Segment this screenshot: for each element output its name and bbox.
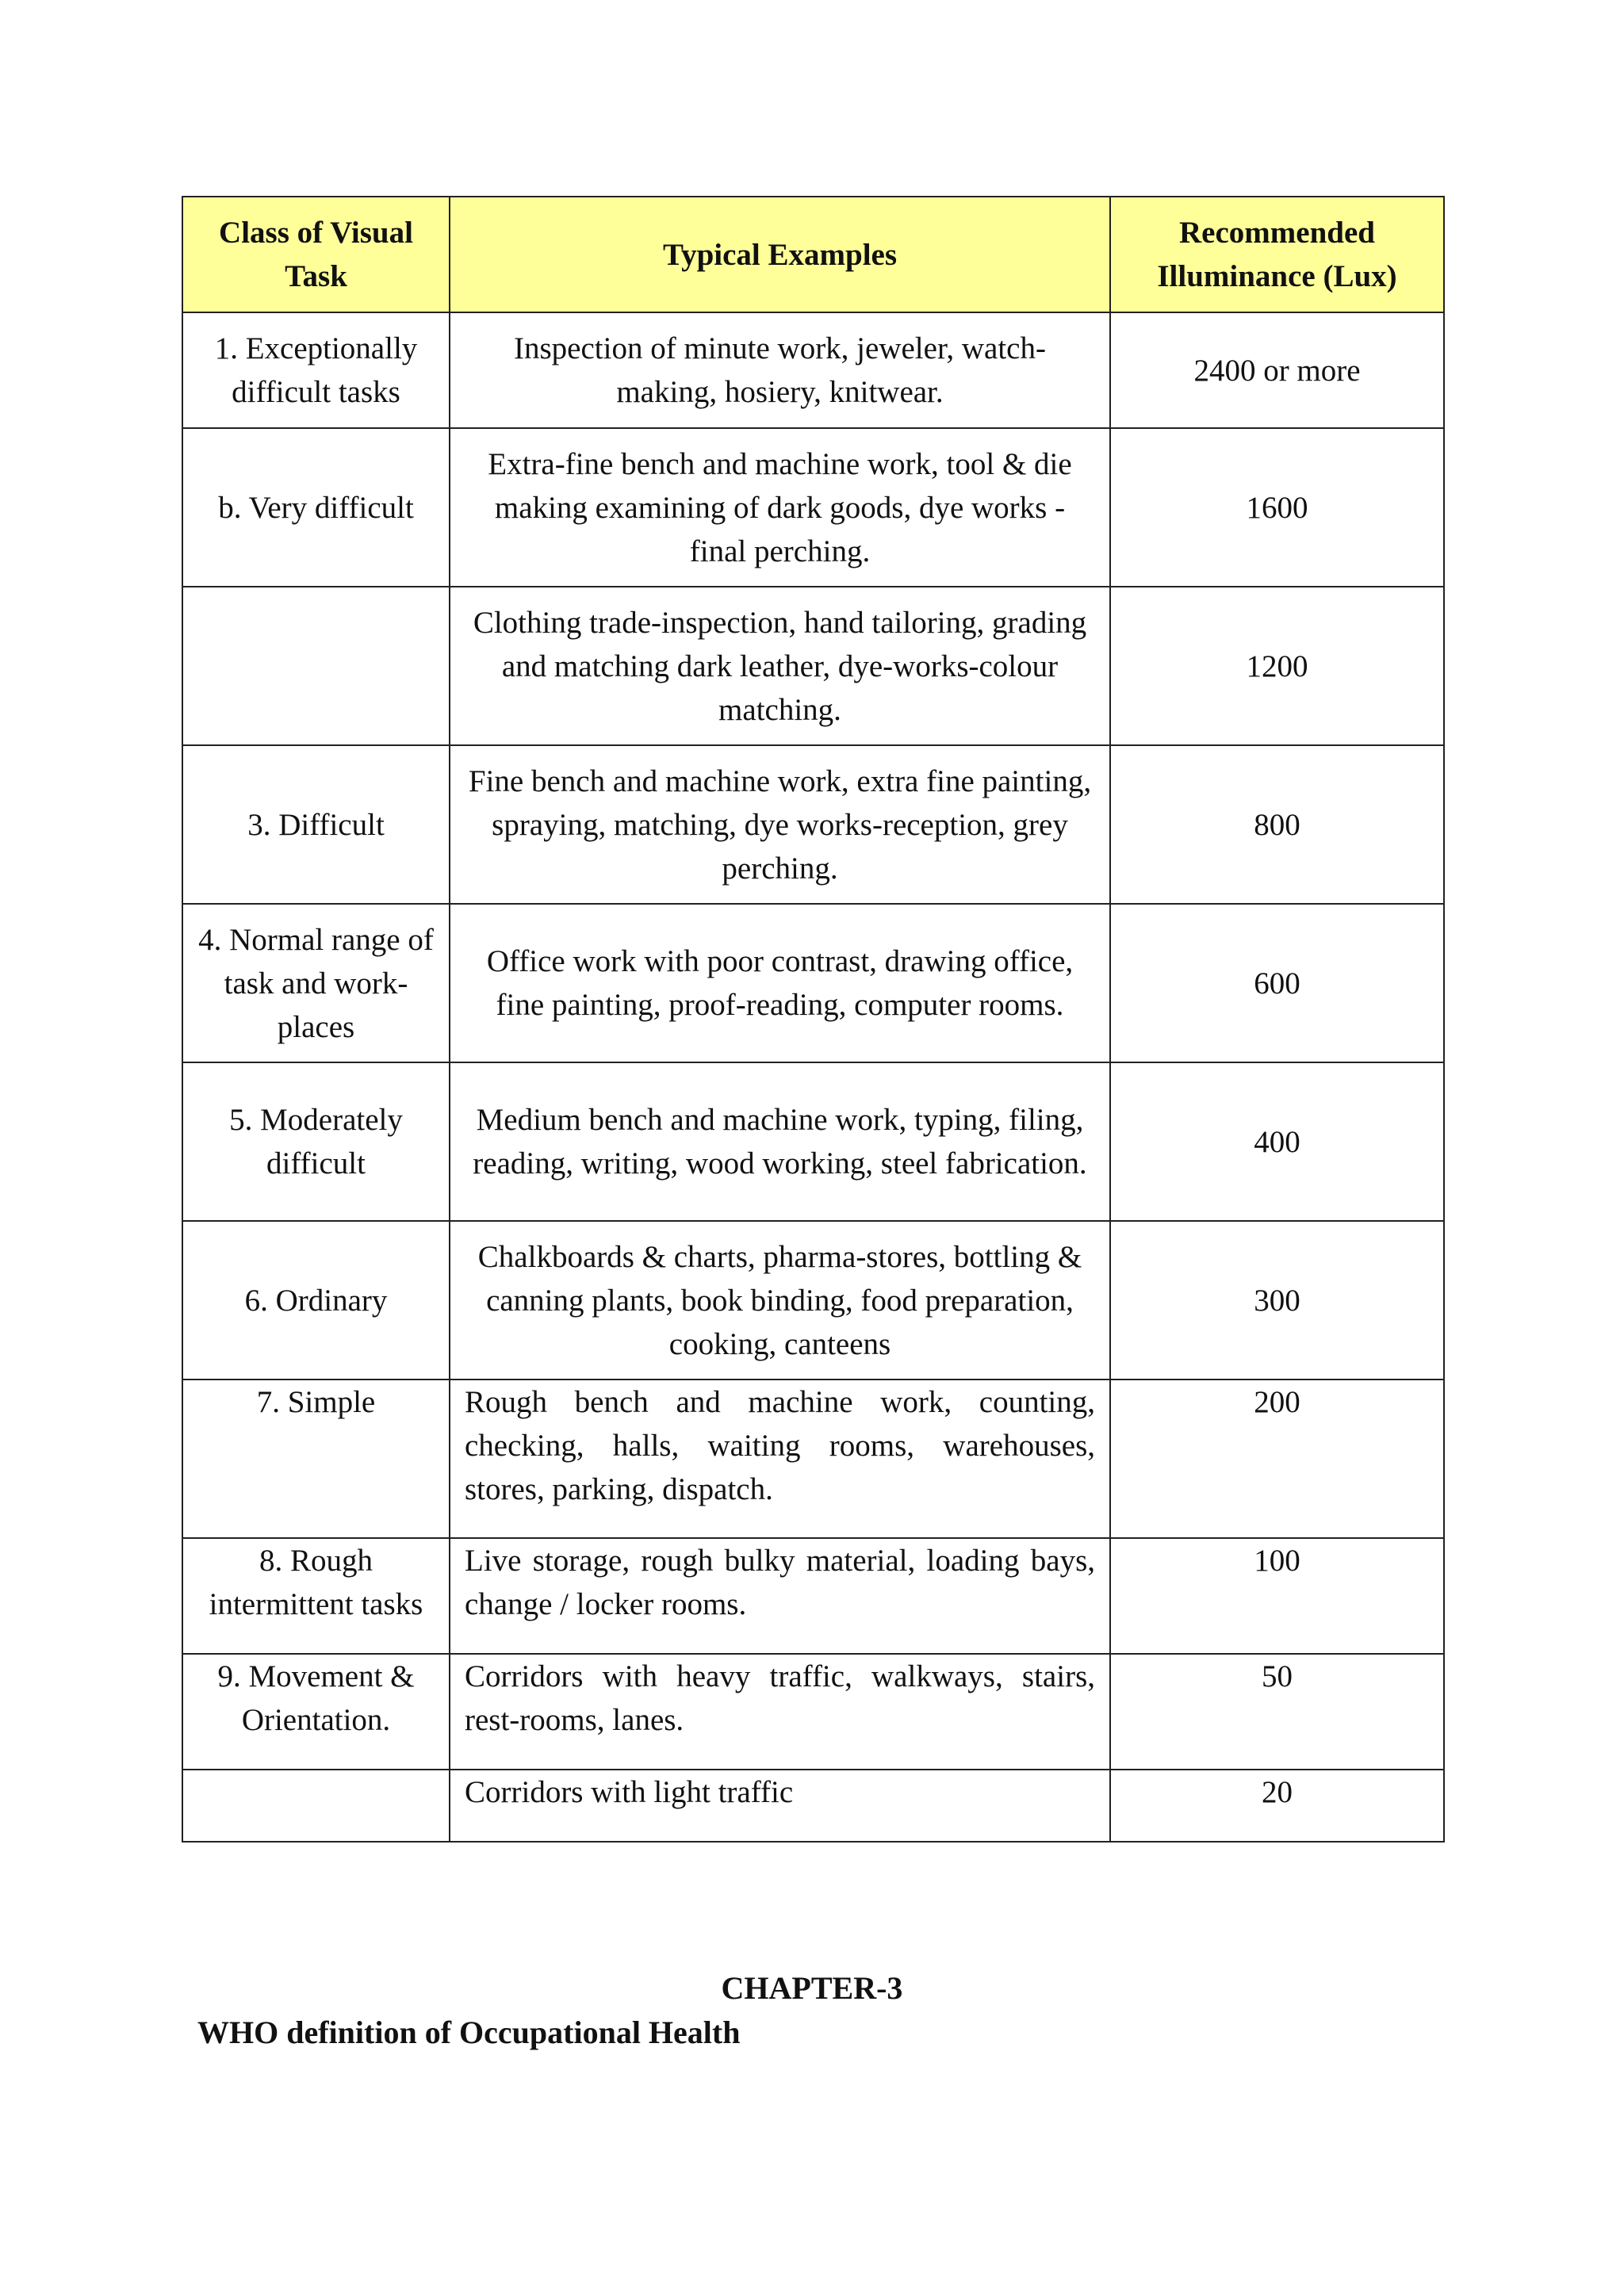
cell-class: 9. Movement & Orientation. bbox=[182, 1654, 450, 1770]
cell-lux: 50 bbox=[1110, 1654, 1444, 1770]
cell-lux: 1200 bbox=[1110, 587, 1444, 745]
cell-examples: Fine bench and machine work, extra fine painting, spraying, matching, dye works-reception, grey perching. bbox=[450, 745, 1110, 904]
cell-examples: Rough bench and machine work, counting, checking, halls, waiting rooms, warehouses, stores, parking, dispatch. bbox=[450, 1380, 1110, 1538]
table-row bbox=[182, 428, 1444, 587]
cell-examples: Chalkboards & charts, pharma-stores, bottling & canning plants, book binding, food preparation, cooking, canteens bbox=[450, 1221, 1110, 1380]
cell-lux: 800 bbox=[1110, 745, 1444, 904]
cell-examples: Corridors with heavy traffic, walkways, stairs, rest-rooms, lanes. bbox=[450, 1654, 1110, 1770]
cell-examples: Office work with poor contrast, drawing office, fine painting, proof-reading, computer rooms. bbox=[450, 904, 1110, 1062]
cell-class: 5. Moderately difficult bbox=[182, 1062, 450, 1221]
cell-examples: Clothing trade-inspection, hand tailoring, grading and matching dark leather, dye-works-colour matching. bbox=[450, 587, 1110, 745]
table-header bbox=[182, 197, 1444, 312]
cell-lux: 200 bbox=[1110, 1380, 1444, 1538]
cell-examples: Inspection of minute work, jeweler, watch-making, hosiery, knitwear. bbox=[450, 312, 1110, 428]
cell-lux: 2400 or more bbox=[1110, 312, 1444, 428]
cell-lux: 600 bbox=[1110, 904, 1444, 1062]
cell-class: 4. Normal range of task and work-places bbox=[182, 904, 450, 1062]
cell-lux: 20 bbox=[1110, 1770, 1444, 1842]
cell-lux: 400 bbox=[1110, 1062, 1444, 1221]
table-row bbox=[182, 1062, 1444, 1221]
section-heading: WHO definition of Occupational Health bbox=[197, 2015, 741, 2050]
cell-examples: Extra-fine bench and machine work, tool & die making examining of dark goods, dye works - final perching. bbox=[450, 428, 1110, 587]
cell-class: b. Very difficult bbox=[182, 428, 450, 587]
table-row bbox=[182, 1221, 1444, 1380]
header-recommended-illuminance: Recommended Illuminance (Lux) bbox=[1110, 197, 1444, 312]
cell-lux: 1600 bbox=[1110, 428, 1444, 587]
cell-class: 3. Difficult bbox=[182, 745, 450, 904]
table-row bbox=[182, 1538, 1444, 1654]
table-body bbox=[182, 312, 1444, 1842]
cell-lux: 300 bbox=[1110, 1221, 1444, 1380]
header-row bbox=[182, 197, 1444, 312]
table-row bbox=[182, 312, 1444, 428]
illuminance-table bbox=[182, 196, 1445, 1843]
cell-lux: 100 bbox=[1110, 1538, 1444, 1654]
chapter-title: CHAPTER-3 bbox=[721, 1970, 903, 2006]
cell-examples: Medium bench and machine work, typing, filing, reading, writing, wood working, steel fabrication. bbox=[450, 1062, 1110, 1221]
cell-class: 7. Simple bbox=[182, 1380, 450, 1538]
cell-class: 8. Rough intermittent tasks bbox=[182, 1538, 450, 1654]
cell-class bbox=[182, 587, 450, 745]
table-row bbox=[182, 1380, 1444, 1538]
table-row bbox=[182, 1654, 1444, 1770]
header-class-of-visual-task: Class of Visual Task bbox=[182, 197, 450, 312]
header-typical-examples: Typical Examples bbox=[450, 197, 1110, 312]
table-row bbox=[182, 745, 1444, 904]
table-row bbox=[182, 1770, 1444, 1842]
table-row bbox=[182, 904, 1444, 1062]
table-row bbox=[182, 587, 1444, 745]
cell-examples: Live storage, rough bulky material, loading bays, change / locker rooms. bbox=[450, 1538, 1110, 1654]
cell-class: 1. Exceptionally difficult tasks bbox=[182, 312, 450, 428]
cell-class bbox=[182, 1770, 450, 1842]
cell-class: 6. Ordinary bbox=[182, 1221, 450, 1380]
cell-examples: Corridors with light traffic bbox=[450, 1770, 1110, 1842]
